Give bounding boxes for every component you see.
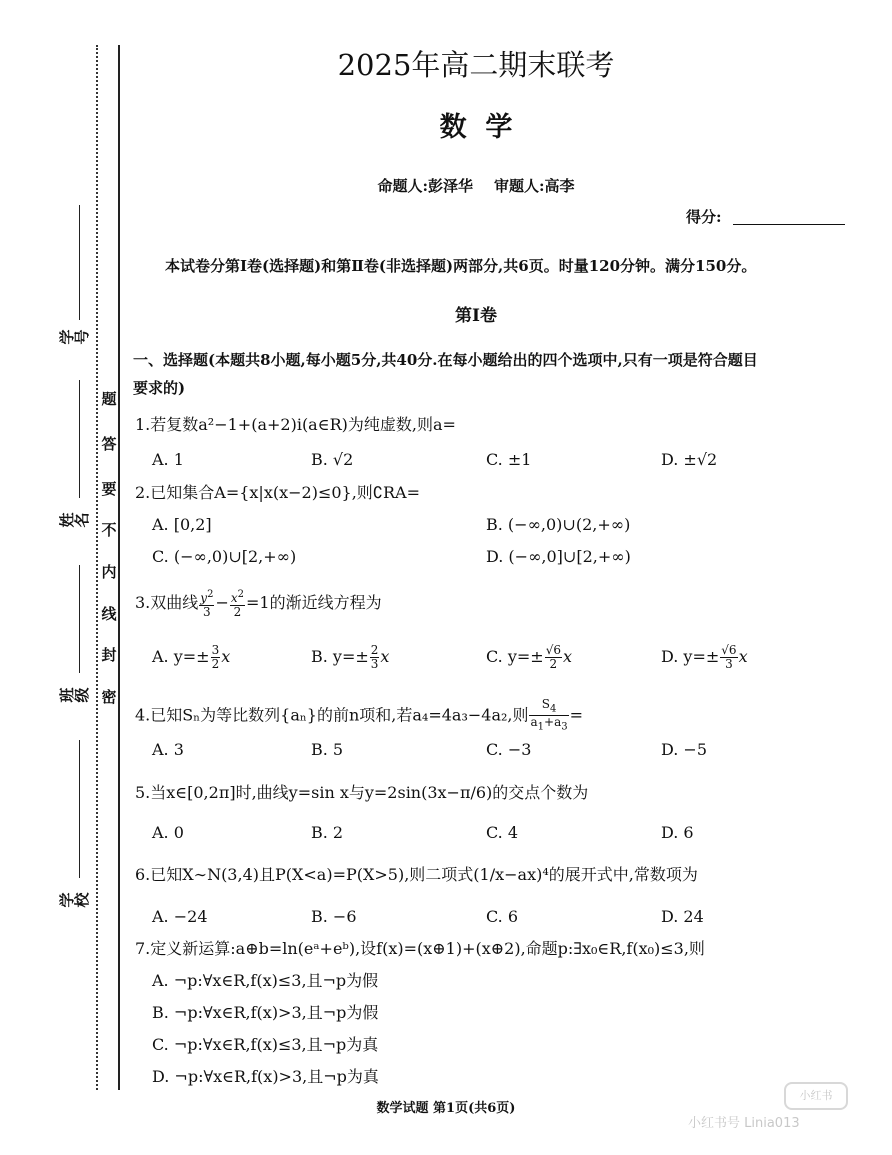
- student-id-label: 学号: [58, 329, 91, 345]
- q3-option-a[interactable]: A. y=± $\frac{3}{2}$ x: [152, 643, 231, 671]
- question-3-stem: 3.双曲线 $\frac{y^2}{3}$ − $\frac{x^2}{2}$ =1的渐近线方程为: [135, 589, 382, 619]
- question-1-stem: 1.若复数a²−1+(a+2)i(a∈R)为纯虚数,则a=: [135, 415, 456, 434]
- q7-option-b[interactable]: B. ¬p:∀x∈R,f(x)>3,且¬p为假: [152, 1003, 379, 1022]
- section-title: 第Ⅰ卷: [455, 306, 497, 326]
- question-2-stem: 2.已知集合A={x|x(x−2)≤0},则∁RA=: [135, 483, 420, 502]
- q2-option-d[interactable]: D. (−∞,0]∪[2,+∞): [486, 547, 631, 566]
- authors-line: 命题人:彭泽华 审题人:高李: [377, 177, 575, 195]
- fold-dotted-line: [96, 45, 98, 1090]
- q1-option-a[interactable]: A. 1: [152, 450, 184, 469]
- part-one-heading-cont: 要求的): [133, 379, 186, 397]
- q2-option-c[interactable]: C. (−∞,0)∪[2,+∞): [152, 547, 297, 566]
- seal-char: 密: [101, 688, 117, 706]
- page-footer: 数学试题 第1页(共6页): [376, 1101, 516, 1116]
- name-label: 姓名: [58, 512, 91, 528]
- q3-option-c[interactable]: C. y=± $\frac{√6}{2}$ x: [486, 643, 573, 671]
- class-blank[interactable]: [79, 565, 80, 673]
- q3-option-b[interactable]: B. y=± $\frac{2}{3}$ x: [311, 643, 390, 671]
- seal-char: 封: [101, 646, 117, 664]
- seal-char: 线: [101, 605, 117, 623]
- name-blank[interactable]: [79, 380, 80, 498]
- q4-option-d[interactable]: D. −5: [661, 740, 708, 759]
- student-id-blank[interactable]: [79, 205, 80, 320]
- q6-option-b[interactable]: B. −6: [311, 907, 357, 926]
- seal-char: 不: [101, 521, 117, 539]
- seal-char: 题: [101, 390, 117, 408]
- q6-option-a[interactable]: A. −24: [152, 907, 208, 926]
- q7-option-a[interactable]: A. ¬p:∀x∈R,f(x)≤3,且¬p为假: [152, 971, 379, 990]
- q5-option-b[interactable]: B. 2: [311, 823, 344, 842]
- seal-solid-line: [118, 45, 120, 1090]
- exam-intro: 本试卷分第Ⅰ卷(选择题)和第Ⅱ卷(非选择题)两部分,共6页。时量120分钟。满分150分。: [165, 257, 757, 275]
- q4-option-a[interactable]: A. 3: [152, 740, 184, 759]
- part-one-heading: 一、选择题(本题共8小题,每小题5分,共40分.在每小题给出的四个选项中,只有一项是符合题目: [133, 351, 758, 369]
- q2-option-a[interactable]: A. [0,2]: [152, 515, 212, 534]
- seal-char: 内: [101, 563, 117, 581]
- watermark-logo: 小红书: [784, 1082, 848, 1110]
- question-6-stem: 6.已知X∼N(3,4)且P(X<a)=P(X>5),则二项式(1/x−ax)⁴的展开式中,常数项为: [135, 865, 698, 884]
- question-4-stem: 4.已知Sₙ为等比数列{aₙ}的前n项和,若a₄=4a₃−4a₂,则 $\frac{S_4}{a_1+a_3}$ =: [135, 697, 584, 733]
- q5-option-c[interactable]: C. 4: [486, 823, 519, 842]
- exam-title: 2025年高二期末联考: [337, 48, 615, 82]
- q1-option-c[interactable]: C. ±1: [486, 450, 532, 469]
- q1-option-d[interactable]: D. ±√2: [661, 450, 718, 469]
- class-label: 班级: [58, 687, 91, 703]
- q5-option-a[interactable]: A. 0: [152, 823, 184, 842]
- q7-option-d[interactable]: D. ¬p:∀x∈R,f(x)>3,且¬p为真: [152, 1067, 379, 1086]
- q7-option-c[interactable]: C. ¬p:∀x∈R,f(x)≤3,且¬p为真: [152, 1035, 379, 1054]
- score-label: 得分:: [686, 208, 722, 226]
- seal-char: 要: [101, 480, 117, 498]
- score-blank[interactable]: [733, 224, 845, 225]
- subject-title: 数 学: [439, 112, 513, 143]
- question-7-stem: 7.定义新运算:a⊕b=ln(eᵃ+eᵇ),设f(x)=(x⊕1)+(x⊕2),命题p:∃x₀∈R,f(x₀)≤3,则: [135, 939, 705, 958]
- question-5-stem: 5.当x∈[0,2π]时,曲线y=sin x与y=2sin(3x−π/6)的交点个数为: [135, 783, 589, 802]
- q1-option-b[interactable]: B. √2: [311, 450, 354, 469]
- q6-option-c[interactable]: C. 6: [486, 907, 519, 926]
- watermark-text: 小红书号 Linia013: [688, 1116, 800, 1131]
- school-blank[interactable]: [79, 740, 80, 878]
- q4-option-b[interactable]: B. 5: [311, 740, 344, 759]
- school-label: 学校: [58, 892, 91, 908]
- q6-option-d[interactable]: D. 24: [661, 907, 704, 926]
- seal-char: 答: [101, 435, 117, 453]
- q4-option-c[interactable]: C. −3: [486, 740, 532, 759]
- q2-option-b[interactable]: B. (−∞,0)∪(2,+∞): [486, 515, 631, 534]
- q5-option-d[interactable]: D. 6: [661, 823, 694, 842]
- q3-option-d[interactable]: D. y=± $\frac{√6}{3}$ x: [661, 643, 748, 671]
